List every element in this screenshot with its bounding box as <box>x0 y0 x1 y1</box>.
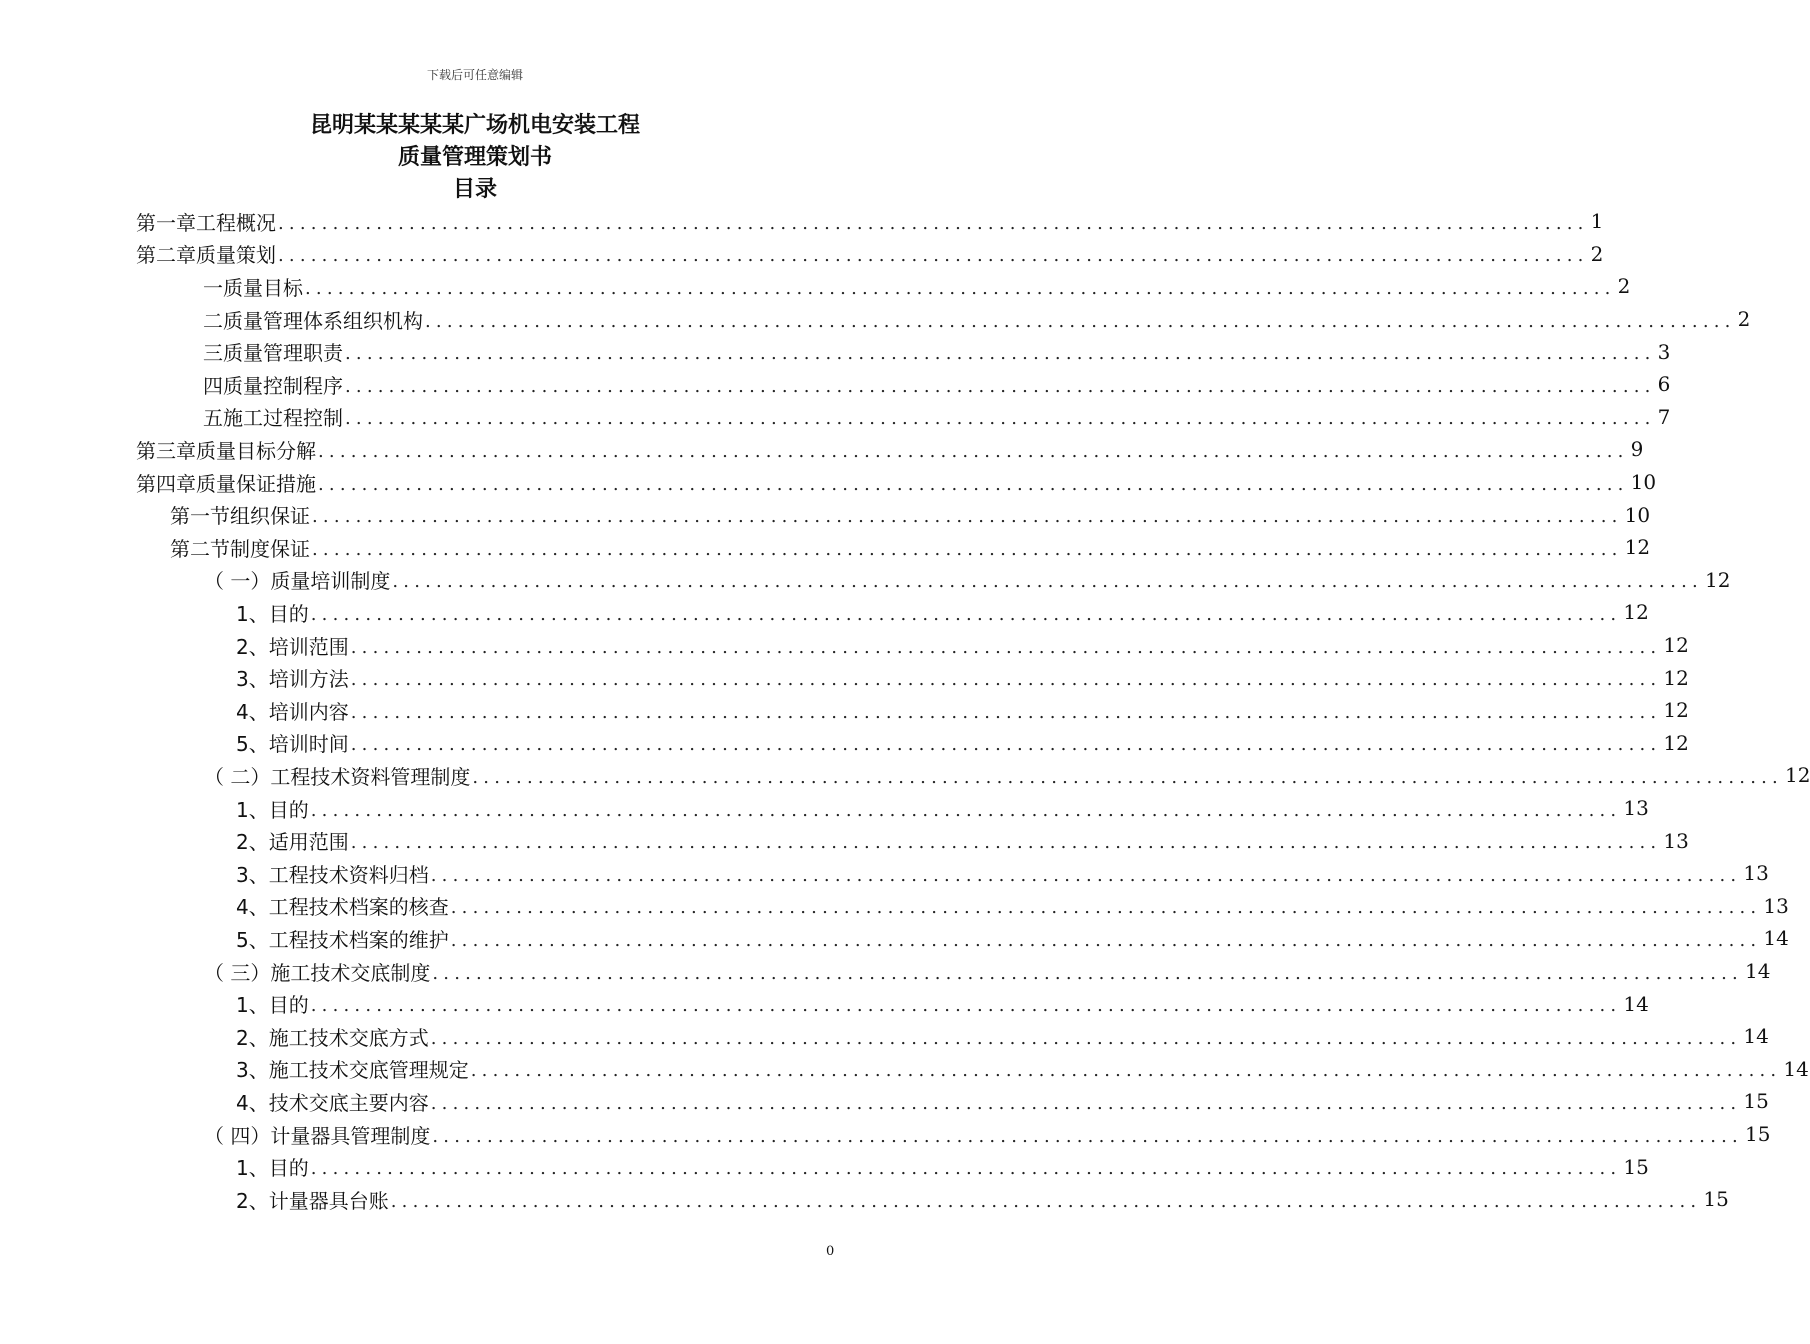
toc-entry-number: 五 <box>203 406 223 431</box>
toc-entry[interactable] <box>203 303 1751 336</box>
toc-entry[interactable] <box>203 270 1631 303</box>
toc-entry-label: 工程技术档案的核查 <box>268 895 449 920</box>
toc-entry[interactable] <box>236 1150 1649 1183</box>
toc-leader-dots: ........................................................................................................................ <box>345 375 1656 397</box>
toc-entry-label: 组织保证 <box>230 504 310 529</box>
toc-leader-dots: ........................................................................................................................ <box>425 310 1736 332</box>
toc-leader-dots: ........................................................................................................................ <box>318 473 1629 495</box>
toc-entry[interactable] <box>136 433 1644 466</box>
toc-entry-number: 3、 <box>236 667 269 692</box>
toc-entry-page: 6 <box>1657 372 1671 397</box>
toc-entry[interactable] <box>236 1020 1769 1053</box>
toc-entry[interactable] <box>236 596 1649 629</box>
toc-leader-dots: ........................................................................................................................ <box>350 832 1662 854</box>
toc-entry[interactable] <box>236 694 1689 727</box>
toc-entry-label: 培训方法 <box>268 667 349 692</box>
toc-entry-page: 12 <box>1663 665 1689 690</box>
toc-entry[interactable] <box>204 1118 1771 1151</box>
toc-entry[interactable] <box>170 498 1651 531</box>
toc-entry-label: 质量管理体系组织机构 <box>223 308 423 333</box>
toc-leader-dots: ........................................................................................................................ <box>312 538 1623 560</box>
toc-leader-dots: ........................................................................................................................ <box>278 212 1589 234</box>
toc-leader-dots: ........................................................................................................................ <box>450 929 1762 951</box>
toc-entry-page: 15 <box>1744 1122 1771 1147</box>
toc-entry-number: 2、 <box>236 634 269 659</box>
toc-entry-page: 10 <box>1630 470 1657 495</box>
toc-entry[interactable] <box>203 401 1671 434</box>
toc-leader-dots: ........................................................................................................................ <box>432 1125 1743 1147</box>
toc-entry-page: 12 <box>1784 763 1810 788</box>
toc-entry-page: 13 <box>1743 861 1769 886</box>
toc-entry-page: 14 <box>1744 959 1771 984</box>
toc-entry[interactable] <box>136 238 1604 271</box>
toc-entry-page: 12 <box>1704 567 1731 592</box>
toc-entry-number: 第一章 <box>136 210 196 235</box>
toc-entry[interactable] <box>236 727 1689 760</box>
toc-entry-number: 四 <box>203 373 223 398</box>
toc-entry-page: 13 <box>1763 893 1789 918</box>
toc-entry-number: 1、 <box>236 993 269 1018</box>
toc-entry-number: 1、 <box>236 797 269 822</box>
toc-entry-number: 4、 <box>236 1090 269 1115</box>
toc-entry-label: 适用范围 <box>268 830 349 855</box>
toc-entry-number: 1、 <box>236 601 269 626</box>
toc-leader-dots: ........................................................................................................................ <box>310 799 1622 821</box>
toc-entry-number: 第三章 <box>136 438 196 463</box>
toc-entry-label: 工程技术资料归档 <box>268 862 429 887</box>
toc-entry-number: 第二章 <box>136 243 196 268</box>
toc-leader-dots: ........................................................................................................................ <box>305 277 1616 299</box>
toc-entry-page: 13 <box>1663 828 1689 853</box>
toc-heading: 目录 <box>452 177 497 202</box>
toc-entry-label: 质量管理职责 <box>223 341 343 366</box>
toc-entry-number: 第二节 <box>170 536 230 561</box>
toc-entry-page: 14 <box>1763 926 1789 951</box>
toc-entry[interactable] <box>236 890 1789 923</box>
toc-leader-dots: ........................................................................................................................ <box>430 1092 1742 1114</box>
toc-entry[interactable] <box>236 824 1689 857</box>
page-number: 0 <box>826 1244 835 1259</box>
toc-entry-page: 14 <box>1783 1056 1809 1081</box>
toc-leader-dots: ........................................................................................................................ <box>345 343 1656 365</box>
toc-entry-number: 三 <box>203 341 223 366</box>
header-note: 下载后可任意编辑 <box>426 68 523 82</box>
toc-entry-label: 制度保证 <box>230 536 310 561</box>
toc-entry[interactable] <box>136 205 1604 238</box>
toc-entry[interactable] <box>170 531 1651 564</box>
toc-entry-page: 15 <box>1743 1089 1769 1114</box>
toc-entry-number: 4、 <box>236 699 269 724</box>
toc-leader-dots: ........................................................................................................................ <box>350 636 1662 658</box>
toc-entry-label: 施工过程控制 <box>223 406 343 431</box>
toc-entry-label: 目的 <box>268 601 309 626</box>
toc-entry-page: 9 <box>1630 437 1644 462</box>
toc-entry-label: 施工技术交底制度 <box>270 960 431 985</box>
toc-entry-page: 13 <box>1623 796 1649 821</box>
toc-entry[interactable] <box>136 466 1657 499</box>
toc-entry-number: 5、 <box>236 732 269 757</box>
toc-entry-page: 3 <box>1657 339 1671 364</box>
toc-leader-dots: ........................................................................................................................ <box>310 995 1622 1017</box>
toc-entry[interactable] <box>236 629 1689 662</box>
toc-entry-label: 质量控制程序 <box>223 373 343 398</box>
toc-entry-label: 工程概况 <box>196 210 276 235</box>
toc-entry-label: 培训范围 <box>268 634 349 659</box>
toc-leader-dots: ........................................................................................................................ <box>450 897 1762 919</box>
toc-entry-label: 工程技术档案的维护 <box>268 927 449 952</box>
toc-leader-dots: ........................................................................................................................ <box>278 245 1589 267</box>
toc-entry-label: 质量培训制度 <box>270 569 391 594</box>
toc-leader-dots: ........................................................................................................................ <box>312 506 1623 528</box>
toc-entry-number: 第四章 <box>136 471 196 496</box>
toc-entry-label: 培训时间 <box>268 732 349 757</box>
toc-leader-dots: ........................................................................................................................ <box>318 440 1629 462</box>
toc-entry[interactable] <box>236 987 1649 1020</box>
toc-leader-dots: ........................................................................................................................ <box>430 864 1742 886</box>
toc-entry-number: （ 一） <box>204 569 271 594</box>
toc-entry[interactable] <box>236 922 1789 955</box>
toc-entry-number: （ 四） <box>204 1123 271 1148</box>
toc-entry[interactable] <box>204 955 1771 988</box>
toc-entry-number: （ 三） <box>204 960 271 985</box>
toc-entry[interactable] <box>236 1085 1769 1118</box>
toc-entry-page: 2 <box>1617 274 1631 299</box>
toc-entry[interactable] <box>204 564 1731 597</box>
toc-entry-page: 12 <box>1624 535 1651 560</box>
toc-leader-dots: ........................................................................................................................ <box>470 1060 1782 1082</box>
toc-leader-dots: ........................................................................................................................ <box>310 1158 1622 1180</box>
toc-entry-label: 质量保证措施 <box>196 471 316 496</box>
toc-leader-dots: ........................................................................................................................ <box>472 766 1783 788</box>
toc-entry-page: 15 <box>1623 1154 1649 1179</box>
document-subtitle: 质量管理策划书 <box>397 145 552 170</box>
toc-entry-number: 第一节 <box>170 504 230 529</box>
toc-entry[interactable] <box>236 792 1649 825</box>
toc-entry-number: 3、 <box>236 862 269 887</box>
toc-leader-dots: ........................................................................................................................ <box>350 734 1662 756</box>
toc-entry[interactable] <box>203 368 1671 401</box>
toc-entry-number: （ 二） <box>204 764 271 789</box>
toc-entry-number: 5、 <box>236 927 269 952</box>
toc-entry-page: 12 <box>1623 600 1649 625</box>
toc-leader-dots: ........................................................................................................................ <box>390 1190 1702 1212</box>
toc-entry-page: 7 <box>1657 404 1671 429</box>
toc-entry-number: 3、 <box>236 1058 269 1083</box>
toc-entry[interactable] <box>204 759 1810 792</box>
toc-entry-label: 工程技术资料管理制度 <box>270 764 471 789</box>
toc-entry-label: 施工技术交底管理规定 <box>268 1058 469 1083</box>
toc-entry-number: 2、 <box>236 1188 269 1213</box>
toc-entry-page: 10 <box>1624 502 1651 527</box>
toc-entry-number: 二 <box>203 308 223 333</box>
toc-entry-page: 14 <box>1623 991 1649 1016</box>
toc-entry[interactable] <box>236 661 1689 694</box>
toc-leader-dots: ........................................................................................................................ <box>430 1027 1742 1049</box>
toc-entry-number: 一 <box>203 275 223 300</box>
toc-entry-label: 目的 <box>268 993 309 1018</box>
toc-entry-number: 4、 <box>236 895 269 920</box>
toc-entry-page: 12 <box>1663 730 1689 755</box>
toc-entry-number: 2、 <box>236 830 269 855</box>
toc-entry-label: 质量策划 <box>196 243 276 268</box>
toc-leader-dots: ........................................................................................................................ <box>350 669 1662 691</box>
toc-entry-label: 计量器具台账 <box>268 1188 389 1213</box>
toc-entry[interactable] <box>236 857 1769 890</box>
toc-entry-label: 质量目标分解 <box>196 438 316 463</box>
toc-entry-page: 14 <box>1743 1024 1769 1049</box>
toc-entry-page: 1 <box>1590 209 1604 234</box>
toc-entry-page: 2 <box>1737 307 1751 332</box>
toc-leader-dots: ........................................................................................................................ <box>345 408 1656 430</box>
toc-entry-label: 技术交底主要内容 <box>268 1090 429 1115</box>
toc-entry-number: 2、 <box>236 1025 269 1050</box>
toc-entry-number: 1、 <box>236 1156 269 1181</box>
toc-leader-dots: ........................................................................................................................ <box>310 603 1622 625</box>
toc-entry-label: 目的 <box>268 1156 309 1181</box>
toc-entry-page: 2 <box>1590 241 1604 266</box>
toc-entry-label: 施工技术交底方式 <box>268 1025 429 1050</box>
toc-entry[interactable] <box>236 1183 1729 1216</box>
toc-entry-label: 计量器具管理制度 <box>270 1123 431 1148</box>
toc-leader-dots: ........................................................................................................................ <box>432 962 1743 984</box>
toc-entry[interactable] <box>203 335 1671 368</box>
toc-entry[interactable] <box>236 1053 1809 1086</box>
toc-leader-dots: ........................................................................................................................ <box>392 571 1703 593</box>
toc-entry-page: 12 <box>1663 698 1689 723</box>
toc-leader-dots: ........................................................................................................................ <box>350 701 1662 723</box>
toc-entry-label: 培训内容 <box>268 699 349 724</box>
toc-entry-label: 目的 <box>268 797 309 822</box>
toc-entry-page: 15 <box>1703 1187 1729 1212</box>
document-title: 昆明某某某某某广场机电安装工程 <box>309 113 640 138</box>
toc-entry-label: 质量目标 <box>223 275 303 300</box>
toc-entry-page: 12 <box>1663 633 1689 658</box>
